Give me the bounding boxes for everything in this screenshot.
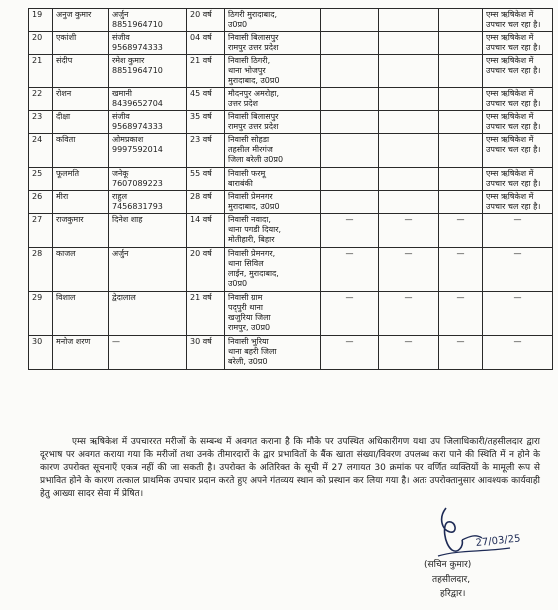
serial-number-cell: 29: [29, 292, 53, 336]
column-8-cell: —: [439, 214, 483, 248]
column-8-cell: [439, 191, 483, 214]
address-cell: निवासी ग्राम पद्पुरी थाना खजुरिया जिला रामपुर, उ0प्र0: [225, 292, 321, 336]
serial-number-cell: 28: [29, 248, 53, 292]
column-6-cell: —: [321, 248, 379, 292]
age-cell: 35 वर्ष: [187, 111, 225, 134]
column-6-cell: —: [321, 214, 379, 248]
status-cell: एम्स ऋषिकेश में उपचार चल रहा है।: [483, 55, 553, 88]
table-row: [29, 336, 553, 370]
age-cell: 20 वर्ष: [187, 9, 225, 32]
table-row: [29, 168, 553, 191]
address-cell: निवासी ठिगरी, थाना भोजपुर मुरादाबाद, उ0प्र0: [225, 55, 321, 88]
svg-text:27/03/25: 27/03/25: [475, 533, 521, 549]
age-cell: 23 वर्ष: [187, 134, 225, 168]
serial-number-cell: 26: [29, 191, 53, 214]
table-row: [29, 111, 553, 134]
address-cell: निवासी बिलासपुर रामपुर उत्तर प्रदेश: [225, 111, 321, 134]
name-cell: काजल: [53, 248, 109, 292]
status-cell: एम्स ऋषिकेश में उपचार चल रहा है।: [483, 32, 553, 55]
column-7-cell: —: [379, 214, 439, 248]
guardian-contact-cell: —: [109, 336, 187, 370]
address-cell: निवासी सोहडा तहसील मीरगंज जिला बरेली उ0प्र0: [225, 134, 321, 168]
column-8-cell: —: [439, 292, 483, 336]
address-cell: ठिगरी मुरादाबाद, उ0प्र0: [225, 9, 321, 32]
serial-number-cell: 20: [29, 32, 53, 55]
status-cell: एम्स ऋषिकेश में उपचार चल रहा है।: [483, 88, 553, 111]
guardian-contact-cell: अर्जुन 8851964710: [109, 9, 187, 32]
column-6-cell: [321, 191, 379, 214]
address-cell: निवासी भुरिया थाना बहरी जिला बरेली, उ0प्र0: [225, 336, 321, 370]
column-8-cell: [439, 55, 483, 88]
signatory-place: हरिद्वार।: [440, 589, 466, 599]
column-7-cell: [379, 111, 439, 134]
signatory-designation: तहसीलदार,: [432, 575, 471, 585]
name-cell: दीक्षा: [53, 111, 109, 134]
age-cell: 55 वर्ष: [187, 168, 225, 191]
handwritten-signature: [432, 500, 522, 560]
serial-number-cell: 25: [29, 168, 53, 191]
column-6-cell: [321, 88, 379, 111]
column-6-cell: [321, 134, 379, 168]
name-cell: कविता: [53, 134, 109, 168]
column-6-cell: [321, 168, 379, 191]
column-6-cell: [321, 32, 379, 55]
serial-number-cell: 27: [29, 214, 53, 248]
column-7-cell: —: [379, 248, 439, 292]
guardian-contact-cell: राहुल 7456831793: [109, 191, 187, 214]
table-row: [29, 191, 553, 214]
serial-number-cell: 24: [29, 134, 53, 168]
column-8-cell: [439, 134, 483, 168]
name-cell: फूलमति: [53, 168, 109, 191]
age-cell: 30 वर्ष: [187, 336, 225, 370]
column-7-cell: [379, 88, 439, 111]
age-cell: 45 वर्ष: [187, 88, 225, 111]
guardian-contact-cell: अर्जुन: [109, 248, 187, 292]
address-cell: निवासी फरमू बाराबंकी: [225, 168, 321, 191]
table-row: [29, 9, 553, 32]
column-7-cell: [379, 9, 439, 32]
column-6-cell: [321, 111, 379, 134]
guardian-contact-cell: खमानी 8439652704: [109, 88, 187, 111]
column-6-cell: [321, 55, 379, 88]
age-cell: 20 वर्ष: [187, 248, 225, 292]
column-6-cell: [321, 9, 379, 32]
report-paragraph: एम्स ऋषिकेश में उपचाररत मरीजों के सम्बन्ध में अवगत कराना है कि मौके पर उपस्थित अधिकारीगण यथा उप जिलाधिकारी/तहसीलदार द्वारा दूरभाष पर अवगत कराया गया कि मरीजों तथा उनके तीमारदारों के द्वार प्रभावितों के बैंक खाता संख्या/विवरण उपलब्ध करा पाने की स्थिति में न होने के कारण उपरोक्त सूचनाएँ एकत्र नहीं की जा सकती है। उपरोक्त के अतिरिक्त के सूची में 27 लगायत 30 क्रमांक पर वर्णित व्यक्तियों के मामूली रूप से प्रभावित होने के कारण तत्काल प्राथमिक उपचार प्रदान करते हुए अपने गंतव्यय स्थान को प्रस्थान कर लिया गया है। अतः उपरोक्तानुसार आवश्यक कार्यवाही हेतु आख्या सादर सेवा में प्रेषित।: [40, 437, 540, 499]
address-cell: मौदनपुर अमरोहा, उत्तर प्रदेश: [225, 88, 321, 111]
address-cell: निवासी प्रेमनगर, थाना सिविल लाईन, मुरादाबाद, उ0प्र0: [225, 248, 321, 292]
victims-table: [28, 8, 553, 370]
table-row: [29, 292, 553, 336]
name-cell: रोशन: [53, 88, 109, 111]
column-7-cell: [379, 32, 439, 55]
guardian-contact-cell: संजीव 9568974333: [109, 32, 187, 55]
address-cell: निवासी प्रेमनगर मुरादाबाद, उ0प्र0: [225, 191, 321, 214]
table-row: [29, 32, 553, 55]
column-8-cell: [439, 9, 483, 32]
age-cell: 28 वर्ष: [187, 191, 225, 214]
status-cell: एम्स ऋषिकेश में उपचार चल रहा है।: [483, 168, 553, 191]
signature-block: [412, 500, 522, 599]
name-cell: मीरा: [53, 191, 109, 214]
column-7-cell: [379, 168, 439, 191]
guardian-contact-cell: ओमप्रकाश 9997592014: [109, 134, 187, 168]
name-cell: विशाल: [53, 292, 109, 336]
name-cell: संदीप: [53, 55, 109, 88]
column-8-cell: [439, 111, 483, 134]
name-cell: अनुज कुमार: [53, 9, 109, 32]
serial-number-cell: 23: [29, 111, 53, 134]
status-cell: —: [483, 292, 553, 336]
address-cell: निवासी नवादा, थाना पगडी दियार, मोतीहारी, बिहार: [225, 214, 321, 248]
guardian-contact-cell: संजीव 9568974333: [109, 111, 187, 134]
status-cell: एम्स ऋषिकेश में उपचार चल रहा है।: [483, 111, 553, 134]
status-cell: —: [483, 214, 553, 248]
guardian-contact-cell: दिनेश शाह: [109, 214, 187, 248]
column-7-cell: [379, 134, 439, 168]
serial-number-cell: 30: [29, 336, 53, 370]
age-cell: 21 वर्ष: [187, 55, 225, 88]
name-cell: एकांशी: [53, 32, 109, 55]
serial-number-cell: 22: [29, 88, 53, 111]
column-6-cell: —: [321, 336, 379, 370]
column-7-cell: [379, 55, 439, 88]
status-cell: —: [483, 336, 553, 370]
column-8-cell: —: [439, 336, 483, 370]
serial-number-cell: 21: [29, 55, 53, 88]
column-6-cell: —: [321, 292, 379, 336]
name-cell: राजकुमार: [53, 214, 109, 248]
table-row: [29, 55, 553, 88]
signatory-name: (सचिन कुमार): [424, 560, 472, 570]
address-cell: निवासी बिलासपुर रामपुर उत्तर प्रदेश: [225, 32, 321, 55]
column-7-cell: [379, 191, 439, 214]
age-cell: 21 वर्ष: [187, 292, 225, 336]
status-cell: एम्स ऋषिकेश में उपचार चल रहा है।: [483, 191, 553, 214]
table-row: [29, 88, 553, 111]
guardian-contact-cell: द्वेदालाल: [109, 292, 187, 336]
name-cell: मनोज शरण: [53, 336, 109, 370]
table-row: [29, 214, 553, 248]
serial-number-cell: 19: [29, 9, 53, 32]
guardian-contact-cell: जनेकू 7607089223: [109, 168, 187, 191]
status-cell: एम्स ऋषिकेश में उपचार चल रहा है।: [483, 134, 553, 168]
table-row: [29, 248, 553, 292]
column-8-cell: [439, 168, 483, 191]
status-cell: एम्स ऋषिकेश में उपचार चल रहा है।: [483, 9, 553, 32]
table-body: [29, 9, 553, 370]
column-8-cell: [439, 32, 483, 55]
age-cell: 14 वर्ष: [187, 214, 225, 248]
age-cell: 04 वर्ष: [187, 32, 225, 55]
guardian-contact-cell: रमेश कुमार 8851964710: [109, 55, 187, 88]
column-8-cell: —: [439, 248, 483, 292]
column-7-cell: —: [379, 292, 439, 336]
column-7-cell: —: [379, 336, 439, 370]
status-cell: —: [483, 248, 553, 292]
table-row: [29, 134, 553, 168]
column-8-cell: [439, 88, 483, 111]
